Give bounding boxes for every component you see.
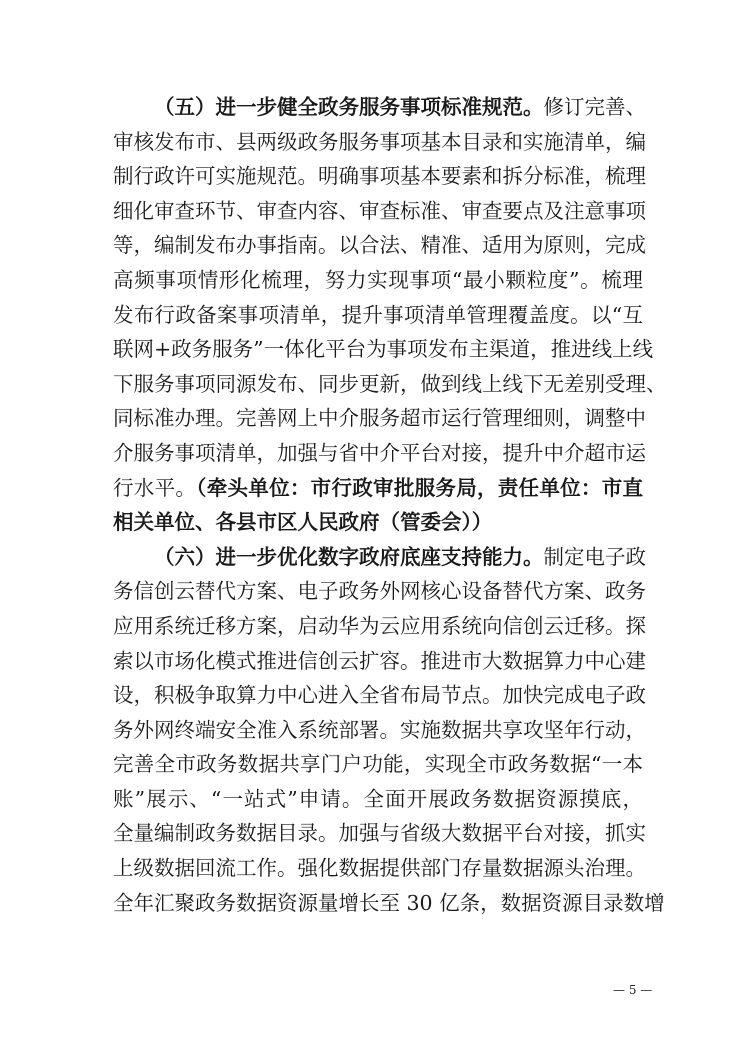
- paragraph-line: 全年汇聚政务数据资源量增长至 30 亿条，数据资源目录数增: [113, 890, 665, 915]
- paragraph-line: 上级数据回流工作。强化数据提供部门存量数据源头治理。: [113, 856, 646, 881]
- paragraph-line: 下服务事项同源发布、同步更新，做到线上线下无差别受理、: [113, 371, 667, 396]
- page-number: — 5 —: [613, 983, 653, 997]
- paragraph-line: 全量编制政务数据目录。加强与省级大数据平台对接，抓实: [113, 821, 646, 846]
- section-heading: （六）进一步优化数字政府底座支持能力。: [154, 544, 544, 569]
- body-text: 修订完善、: [543, 95, 646, 119]
- paragraph-line: [113, 471, 643, 506]
- paragraph-line: 应用系统迁移方案，启动华为云应用系统向信创云迁移。探: [113, 613, 646, 638]
- paragraph-line: 账”展示、“一站式”申请。全面开展政务数据资源摸底，: [113, 786, 643, 811]
- paragraph-line: 完善全市政务数据共享门户功能，实现全市政务数据“一本: [113, 752, 643, 777]
- paragraph-line: 介服务事项清单，加强与省中介平台对接，提升中介超市运: [113, 440, 646, 465]
- paragraph-line: 制行政许可实施规范。明确事项基本要素和拆分标准，梳理: [113, 164, 646, 189]
- paragraph-line: 等，编制发布办事指南。以合法、精准、适用为原则，完成: [113, 233, 646, 258]
- paragraph-line: 发布行政备案事项清单，提升事项清单管理覆盖度。以“互: [113, 302, 643, 327]
- paragraph-line: [113, 90, 646, 125]
- paragraph-line: 审核发布市、县两级政务服务事项基本目录和实施清单，编: [113, 129, 646, 154]
- paragraph-line: 务外网终端安全准入系统部署。实施数据共享攻坚年行动，: [113, 717, 646, 742]
- paragraph-line: 索以市场化模式推进信创云扩容。推进市大数据算力中心建: [113, 648, 646, 673]
- paragraph-line: 设，积极争取算力中心进入全省布局节点。加快完成电子政: [113, 683, 646, 708]
- document-body: [113, 90, 667, 920]
- section-heading: （五）进一步健全政务服务事项标准规范。: [154, 95, 544, 119]
- paragraph-line: 联网+政务服务”一体化平台为事项发布主渠道，推进线上线: [113, 337, 654, 362]
- paragraph-line: 同标准办理。完善网上中介服务超市运行管理细则，调整中: [113, 406, 646, 431]
- paragraph-line: 高频事项情形化梳理，努力实现事项“最小颗粒度”。梳理: [113, 267, 643, 292]
- paragraph-line: 务信创云替代方案、电子政务外网核心设备替代方案、政务: [113, 579, 646, 604]
- body-text: 行水平。: [113, 475, 197, 500]
- responsibility-note: 相关单位、各县市区人民政府（管委会））: [113, 510, 493, 535]
- paragraph-line: 细化审查环节、审查内容、审查标准、审查要点及注意事项: [113, 198, 646, 223]
- body-text: 制定电子政: [543, 544, 646, 569]
- paragraph-line: [113, 505, 643, 540]
- responsibility-note: （牵头单位：市行政审批服务局，责任单位：市直: [196, 475, 644, 500]
- paragraph-line: [113, 540, 646, 575]
